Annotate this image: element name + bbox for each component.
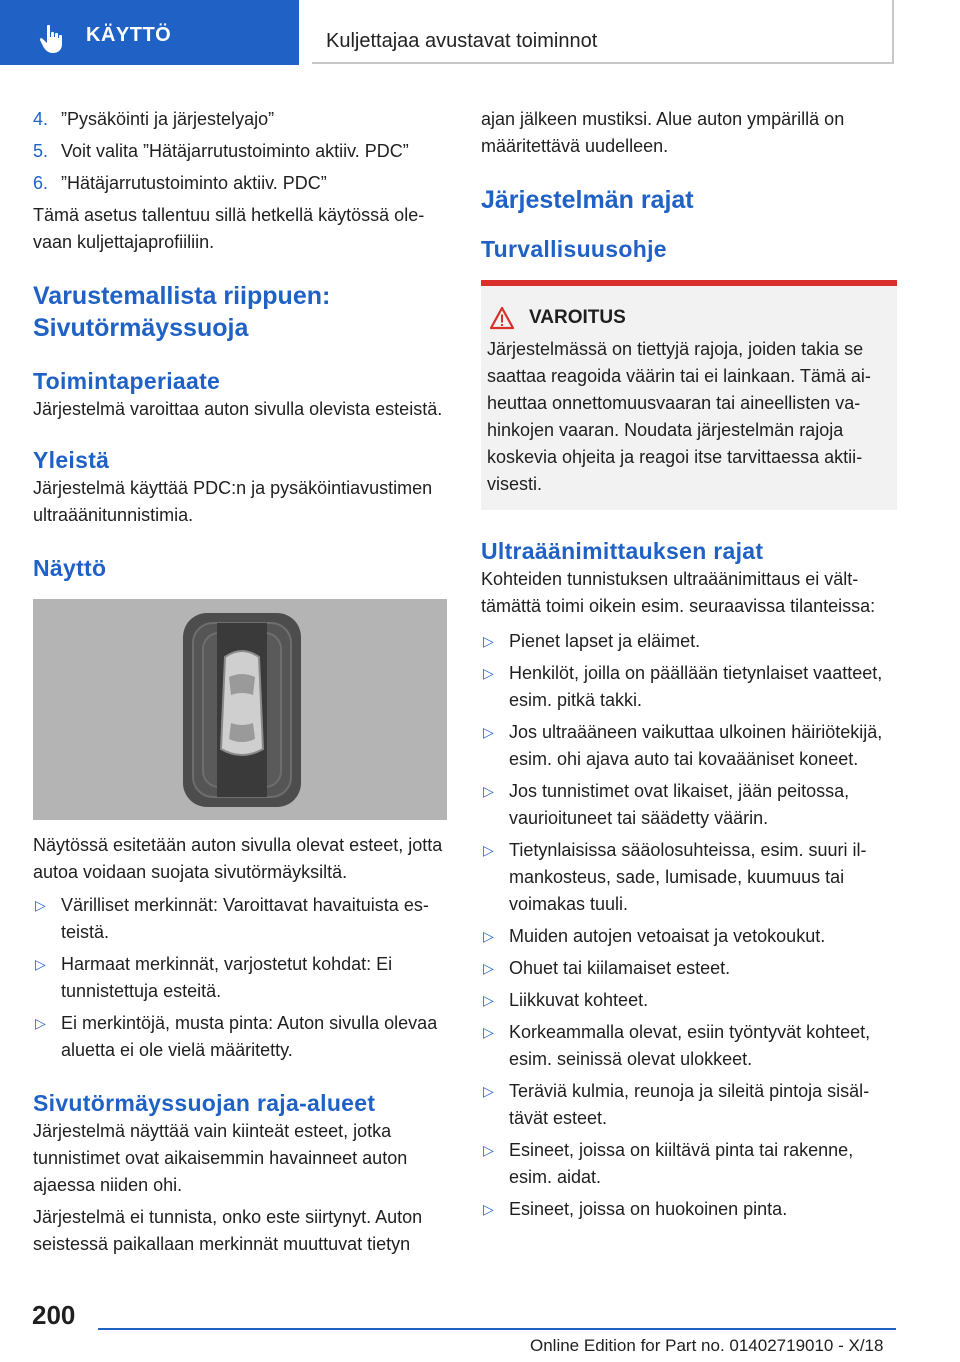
list-item: ▷ Ei merkintöjä, musta pinta: Auton sivulla olevaa aluetta ei ole vielä määritetty.: [33, 1010, 449, 1064]
footer-rule: [98, 1328, 896, 1330]
subheading-display: Näyttö: [33, 555, 107, 581]
display-legend-list: [33, 892, 449, 1064]
warning-header: [487, 306, 889, 330]
triangle-bullet-icon: ▷: [483, 1083, 494, 1099]
warning-text: Järjestelmässä on tiettyjä rajoja, joiden takia se saattaa reagoida väärin tai ei lainkaan. Tämä aiheuttaa onnettomuusvaaran tai aineellisten vahinkojen vaaran. Noudata järjestelmän rajoja koskevia ohjeita ja reagoi itse tarvittaessa aktiivisesti.: [487, 339, 871, 494]
triangle-bullet-icon: ▷: [483, 928, 494, 944]
item-number: 4.: [33, 109, 49, 129]
numbered-item: [33, 106, 449, 133]
item-text: ”Hätäjarrutustoiminto aktiiv. PDC”: [61, 173, 327, 193]
numbered-item: [33, 170, 449, 197]
chapter-title: Kuljettajaa avustavat toiminnot: [326, 30, 598, 52]
subheading-limits: Sivutörmäyssuojan raja-alueet: [33, 1090, 376, 1116]
triangle-bullet-icon: ▷: [483, 960, 494, 976]
triangle-bullet-icon: ▷: [483, 665, 494, 681]
list-item: ▷ Tietynlaisissa sääolosuhteissa, esim. suuri ilmankosteus, sade, lumisade, kuumuus tai voimakas tuuli.: [481, 837, 897, 918]
triangle-bullet-icon: ▷: [483, 1024, 494, 1040]
triangle-bullet-icon: ▷: [483, 1142, 494, 1158]
hand-pointer-icon: [36, 22, 70, 56]
left-column: [33, 106, 449, 1258]
side-protection-display-figure: [33, 599, 447, 820]
numbered-item: [33, 138, 449, 165]
triangle-bullet-icon: ▷: [483, 992, 494, 1008]
list-item: ▷ Harmaat merkinnät, varjostetut kohdat: Ei tunnistettuja esteitä.: [33, 951, 449, 1005]
warning-title: VAROITUS: [529, 307, 626, 328]
subheading-safety: Turvallisuusohje: [481, 236, 667, 262]
list-item: ▷ Muiden autojen vetoaisat ja vetokoukut.: [481, 923, 897, 950]
triangle-bullet-icon: ▷: [483, 1201, 494, 1217]
footer-edition: Online Edition for Part no. 01402719010 - X/18: [530, 1336, 884, 1355]
car-overhead-illustration: [33, 599, 447, 820]
warning-box: [481, 280, 897, 510]
list-item: ▷ Liikkuvat kohteet.: [481, 987, 897, 1014]
subheading-principle: Toimintaperiaate: [33, 368, 221, 394]
page-number: 200: [32, 1300, 76, 1330]
triangle-bullet-icon: ▷: [483, 724, 494, 740]
list-item: ▷ Teräviä kulmia, reunoja ja sileitä pintoja sisältävät esteet.: [481, 1078, 897, 1132]
triangle-bullet-icon: ▷: [483, 783, 494, 799]
triangle-bullet-icon: ▷: [483, 842, 494, 858]
list-item: ▷ Pienet lapset ja eläimet.: [481, 628, 897, 655]
section-heading-limits: Järjestelmän rajat: [481, 186, 694, 214]
display-paragraph: Näytössä esitetään auton sivulla olevat esteet, jotta autoa voidaan suojata sivutörmäyksiltä.: [33, 835, 443, 882]
limits-paragraph-2: Järjestelmä ei tunnista, onko este siirtynyt. Auton seistessä paikallaan merkinnät muuttuvat tietyn: [33, 1207, 423, 1254]
list-item: ▷ Henkilöt, joilla on päällään tietynlaiset vaatteet, esim. pitkä takki.: [481, 660, 897, 714]
section-heading: Varustemallista riippuen: Sivutörmäyssuoja: [33, 282, 331, 342]
item-number: 5.: [33, 141, 49, 161]
list-item: ▷ Jos ultraääneen vaikuttaa ulkoinen häiriötekijä, esim. ohi ajava auto tai kovaääniset koneet.: [481, 719, 897, 773]
triangle-bullet-icon: ▷: [35, 1015, 46, 1031]
ultrasonic-paragraph: Kohteiden tunnistuksen ultraäänimittaus ei välttämättä toimi oikein esim. seuraavissa tilanteissa:: [481, 569, 876, 616]
list-item: ▷ Värilliset merkinnät: Varoittavat havaituista esteistä.: [33, 892, 449, 946]
item-number: 6.: [33, 173, 49, 193]
general-paragraph: Järjestelmä käyttää PDC:n ja pysäköintiavustimen ultraäänitunnistimia.: [33, 478, 433, 525]
list-item: ▷ Jos tunnistimet ovat likaiset, jään peitossa, vaurioituneet tai säädetty väärin.: [481, 778, 897, 832]
subheading-ultrasonic: Ultraäänimittauksen rajat: [481, 538, 764, 564]
item-text: Voit valita ”Hätäjarrutustoiminto aktiiv. PDC”: [61, 141, 409, 161]
limits-paragraph: Järjestelmä näyttää vain kiinteät esteet, jotka tunnistimet ovat aikaisemmin havainneet auton ajaessa niiden ohi.: [33, 1121, 408, 1195]
limitations-list: [481, 628, 897, 1223]
triangle-bullet-icon: ▷: [35, 956, 46, 972]
list-item: ▷ Esineet, joissa on huokoinen pinta.: [481, 1196, 897, 1223]
principle-paragraph: Järjestelmä varoittaa auton sivulla olevista esteistä.: [33, 399, 443, 419]
subheading-general: Yleistä: [33, 447, 110, 473]
list-item: ▷ Korkeammalla olevat, esiin työntyvät kohteet, esim. seinissä olevat ulokkeet.: [481, 1019, 897, 1073]
triangle-bullet-icon: ▷: [483, 633, 494, 649]
triangle-bullet-icon: ▷: [35, 897, 46, 913]
intro-paragraph: Tämä asetus tallentuu sillä hetkellä käytössä olevaan kuljettajaprofiiliin.: [33, 205, 425, 252]
continued-paragraph: ajan jälkeen mustiksi. Alue auton ympärillä on määritettävä uudelleen.: [481, 109, 845, 156]
item-text: ”Pysäköinti ja järjestelyajo”: [61, 109, 275, 129]
section-label: KÄYTTÖ: [86, 24, 172, 46]
list-item: ▷ Ohuet tai kiilamaiset esteet.: [481, 955, 897, 982]
right-column: [481, 106, 897, 1228]
warning-triangle-icon: [489, 306, 515, 330]
list-item: ▷ Esineet, joissa on kiiltävä pinta tai rakenne, esim. aidat.: [481, 1137, 897, 1191]
